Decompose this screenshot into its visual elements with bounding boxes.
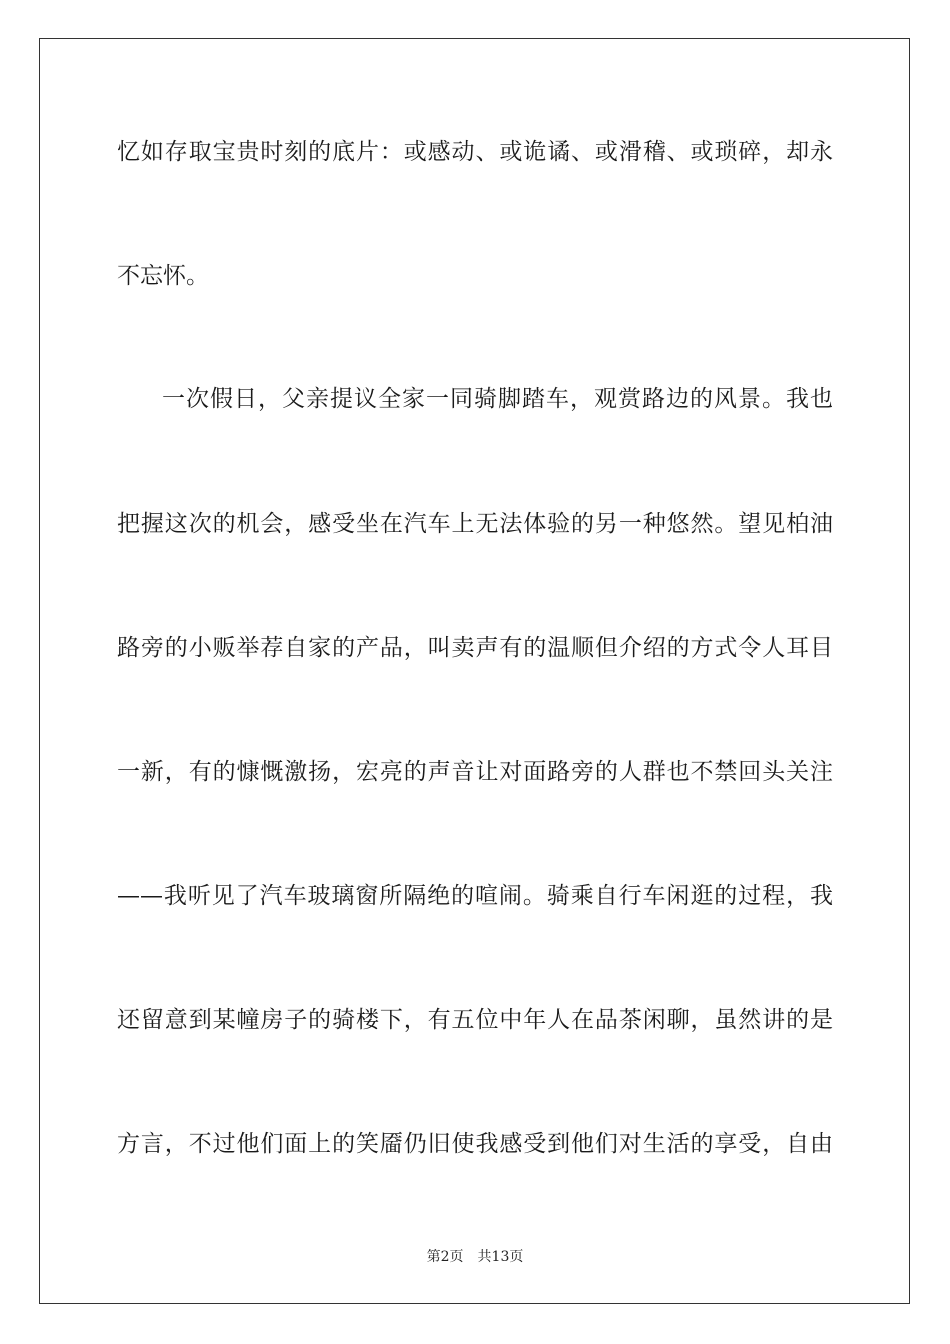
text-line: 不忘怀。 [117,263,209,289]
text-line: 还留意到某幢房子的骑楼下，有五位中年人在品茶闲聊，虽然讲的是 [117,1007,833,1033]
page-footer [0,1248,950,1266]
text-line: 方言，不过他们面上的笑靥仍旧使我感受到他们对生活的享受，自由 [117,1131,833,1157]
text-line: 一新，有的慷慨激扬，宏亮的声音让对面路旁的人群也不禁回头关注 [117,759,833,785]
text-line: 忆如存取宝贵时刻的底片：或感动、或诡谲、或滑稽、或琐碎，却永 [117,139,833,165]
page-number: 第2页 [426,1249,464,1265]
page-frame [39,38,910,1304]
text-line: 把握这次的机会，感受坐在汽车上无法体验的另一种悠然。望见柏油 [117,511,833,537]
text-line: ——我听见了汽车玻璃窗所隔绝的喧闹。骑乘自行车闲逛的过程，我 [117,883,833,909]
paragraph-first-line: 一次假日，父亲提议全家一同骑脚踏车，观赏路边的风景。我也 [162,386,833,412]
text-line: 路旁的小贩举荐自家的产品，叫卖声有的温顺但介绍的方式令人耳目 [117,635,833,661]
page-total: 共13页 [477,1249,524,1265]
